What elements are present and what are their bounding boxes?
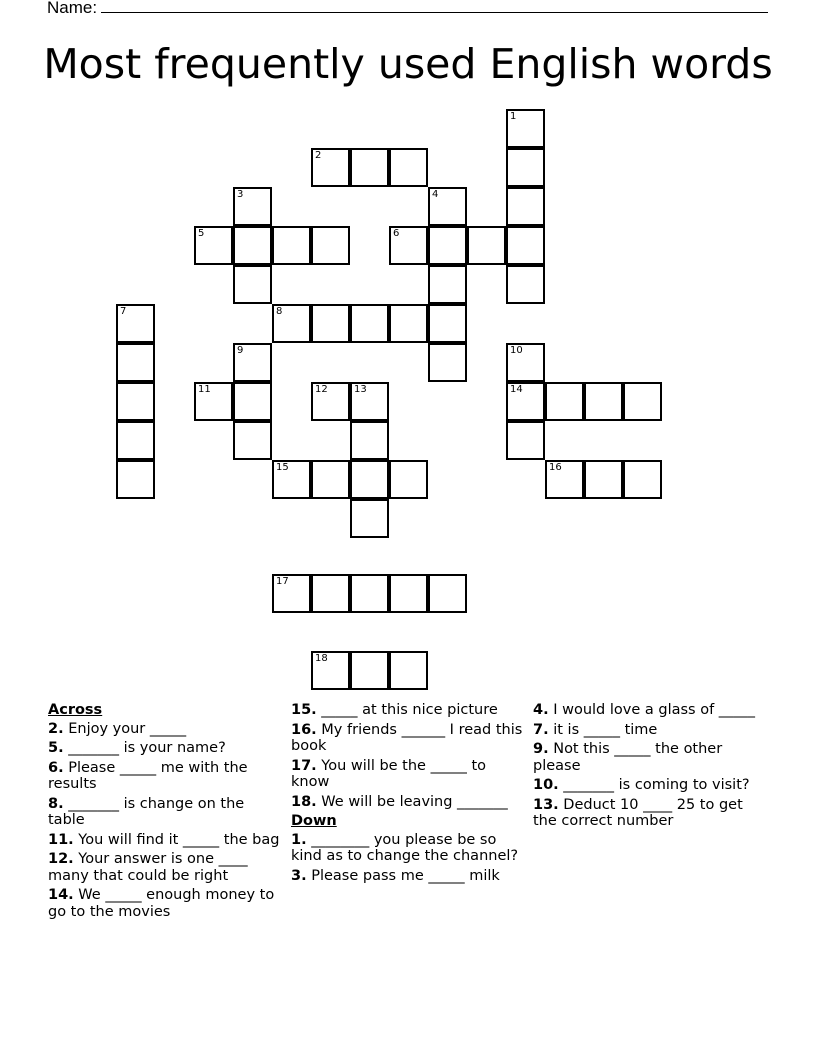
across-clue xyxy=(48,760,280,793)
grid-cell[interactable] xyxy=(545,382,584,421)
clue-text: Enjoy your _____ xyxy=(68,720,187,737)
clue-text: Deduct 10 ____ 25 to get the correct number xyxy=(533,796,743,829)
grid-cell[interactable] xyxy=(233,226,272,265)
clue-text: it is _____ time xyxy=(553,721,658,738)
across-clue xyxy=(48,796,280,829)
clue-text: We _____ enough money to go to the movies xyxy=(48,887,275,920)
clue-num: 3. xyxy=(291,867,307,884)
down-clue xyxy=(533,797,765,830)
grid-cell[interactable] xyxy=(116,382,155,421)
clue-number: 3 xyxy=(237,189,244,200)
grid-cell[interactable] xyxy=(389,574,428,613)
clue-num: 11. xyxy=(48,831,74,848)
grid-cell[interactable] xyxy=(506,343,545,382)
grid-cell[interactable] xyxy=(428,226,467,265)
grid-cell[interactable] xyxy=(311,226,350,265)
grid-cell[interactable] xyxy=(623,382,662,421)
clue-number: 14 xyxy=(510,384,523,395)
grid-cell[interactable] xyxy=(584,382,623,421)
clues-column-3 xyxy=(533,702,765,833)
grid-cell[interactable] xyxy=(506,382,545,421)
grid-cell[interactable] xyxy=(311,148,350,187)
grid-cell[interactable] xyxy=(389,148,428,187)
across-heading: Across xyxy=(48,702,103,718)
grid-cell[interactable] xyxy=(116,304,155,343)
grid-cell[interactable] xyxy=(233,343,272,382)
across-clue xyxy=(291,722,523,755)
clue-num: 16. xyxy=(291,721,317,738)
clue-num: 7. xyxy=(533,721,549,738)
grid-cell[interactable] xyxy=(350,421,389,460)
clue-number: 2 xyxy=(315,150,322,161)
clue-num: 15. xyxy=(291,702,317,718)
clue-num: 18. xyxy=(291,793,317,810)
name-label: Name: xyxy=(47,0,98,17)
grid-cell[interactable] xyxy=(584,460,623,499)
down-clue xyxy=(533,702,765,719)
clue-text: We will be leaving _______ xyxy=(321,793,508,810)
clue-number: 16 xyxy=(549,462,562,473)
grid-cell[interactable] xyxy=(350,382,389,421)
clue-number: 18 xyxy=(315,653,328,664)
clues-column-2 xyxy=(291,702,523,887)
clue-num: 5. xyxy=(48,740,64,756)
grid-cell[interactable] xyxy=(116,343,155,382)
clue-text: Not this _____ the other please xyxy=(533,741,723,774)
grid-cell[interactable] xyxy=(311,574,350,613)
clue-num: 8. xyxy=(48,795,64,812)
grid-cell[interactable] xyxy=(350,651,389,690)
grid-cell[interactable] xyxy=(116,460,155,499)
across-clue xyxy=(48,721,280,738)
clue-text: _______ is coming to visit? xyxy=(563,777,750,793)
clue-number: 6 xyxy=(393,228,400,239)
clue-number: 8 xyxy=(276,306,283,317)
grid-cell[interactable] xyxy=(389,651,428,690)
down-clue xyxy=(533,741,765,774)
clue-text: ________ you please be so kind as to change the channel? xyxy=(291,831,519,864)
across-clue xyxy=(48,740,280,757)
grid-cell[interactable] xyxy=(233,187,272,226)
clue-num: 4. xyxy=(533,702,549,718)
grid-cell[interactable] xyxy=(233,382,272,421)
clue-number: 17 xyxy=(276,576,289,587)
grid-cell[interactable] xyxy=(350,574,389,613)
grid-cell[interactable] xyxy=(272,226,311,265)
grid-cell[interactable] xyxy=(389,304,428,343)
grid-cell[interactable] xyxy=(350,460,389,499)
grid-cell[interactable] xyxy=(389,460,428,499)
grid-cell[interactable] xyxy=(428,265,467,304)
grid-cell[interactable] xyxy=(233,265,272,304)
grid-cell[interactable] xyxy=(272,460,311,499)
grid-cell[interactable] xyxy=(623,460,662,499)
clue-text: _______ is your name? xyxy=(68,740,226,756)
grid-cell[interactable] xyxy=(272,304,311,343)
grid-cell[interactable] xyxy=(506,226,545,265)
grid-cell[interactable] xyxy=(428,187,467,226)
grid-cell[interactable] xyxy=(311,304,350,343)
down-heading: Down xyxy=(291,813,337,829)
clue-number: 11 xyxy=(198,384,211,395)
across-clue xyxy=(48,851,280,884)
grid-cell[interactable] xyxy=(506,148,545,187)
clues-column-1 xyxy=(48,702,280,923)
grid-cell[interactable] xyxy=(389,226,428,265)
across-clue xyxy=(48,887,280,920)
clue-number: 13 xyxy=(354,384,367,395)
grid-cell[interactable] xyxy=(545,460,584,499)
clue-number: 10 xyxy=(510,345,523,356)
clue-number: 9 xyxy=(237,345,244,356)
clue-number: 4 xyxy=(432,189,439,200)
grid-cell[interactable] xyxy=(506,109,545,148)
clue-number: 15 xyxy=(276,462,289,473)
clue-text: _______ is change on the table xyxy=(48,795,245,828)
across-clue xyxy=(291,758,523,791)
grid-cell[interactable] xyxy=(311,382,350,421)
clue-num: 17. xyxy=(291,757,317,774)
grid-cell[interactable] xyxy=(272,574,311,613)
clue-number: 1 xyxy=(510,111,517,122)
down-clue xyxy=(533,777,765,794)
across-clue xyxy=(48,832,280,849)
clue-text: _____ at this nice picture xyxy=(321,702,498,718)
clue-text: Please _____ me with the results xyxy=(48,759,248,792)
clue-number: 7 xyxy=(120,306,127,317)
clue-text: I would love a glass of _____ xyxy=(553,702,756,718)
grid-cell[interactable] xyxy=(311,460,350,499)
grid-cell[interactable] xyxy=(233,421,272,460)
across-clue xyxy=(291,794,523,811)
clue-text: You will find it _____ the bag xyxy=(78,831,280,848)
clue-text: Your answer is one ____ many that could be right xyxy=(48,851,248,884)
grid-cell[interactable] xyxy=(506,421,545,460)
grid-cell[interactable] xyxy=(194,226,233,265)
grid-cell[interactable] xyxy=(311,651,350,690)
clue-num: 10. xyxy=(533,777,559,793)
clue-number: 5 xyxy=(198,228,205,239)
page-title: Most frequently used English words xyxy=(43,40,773,88)
clue-num: 1. xyxy=(291,831,307,848)
grid-cell[interactable] xyxy=(194,382,233,421)
clue-num: 14. xyxy=(48,887,74,903)
down-clue xyxy=(291,832,523,865)
clue-num: 2. xyxy=(48,720,64,737)
down-clue xyxy=(291,868,523,885)
grid-cell[interactable] xyxy=(350,148,389,187)
grid-cell[interactable] xyxy=(428,304,467,343)
grid-cell[interactable] xyxy=(350,499,389,538)
clue-num: 13. xyxy=(533,796,559,813)
grid-cell[interactable] xyxy=(506,187,545,226)
clue-number: 12 xyxy=(315,384,328,395)
clue-text: Please pass me _____ milk xyxy=(311,867,500,884)
grid-cell[interactable] xyxy=(506,265,545,304)
grid-cell[interactable] xyxy=(428,343,467,382)
across-clue xyxy=(291,702,523,719)
grid-cell[interactable] xyxy=(116,421,155,460)
clue-num: 9. xyxy=(533,741,549,757)
grid-cell[interactable] xyxy=(467,226,506,265)
clue-num: 12. xyxy=(48,851,74,867)
down-clue xyxy=(533,722,765,739)
grid-cell[interactable] xyxy=(350,304,389,343)
clue-text: You will be the _____ to know xyxy=(291,757,487,790)
clue-text: My friends ______ I read this book xyxy=(291,721,523,754)
clue-num: 6. xyxy=(48,759,64,776)
grid-cell[interactable] xyxy=(428,574,467,613)
